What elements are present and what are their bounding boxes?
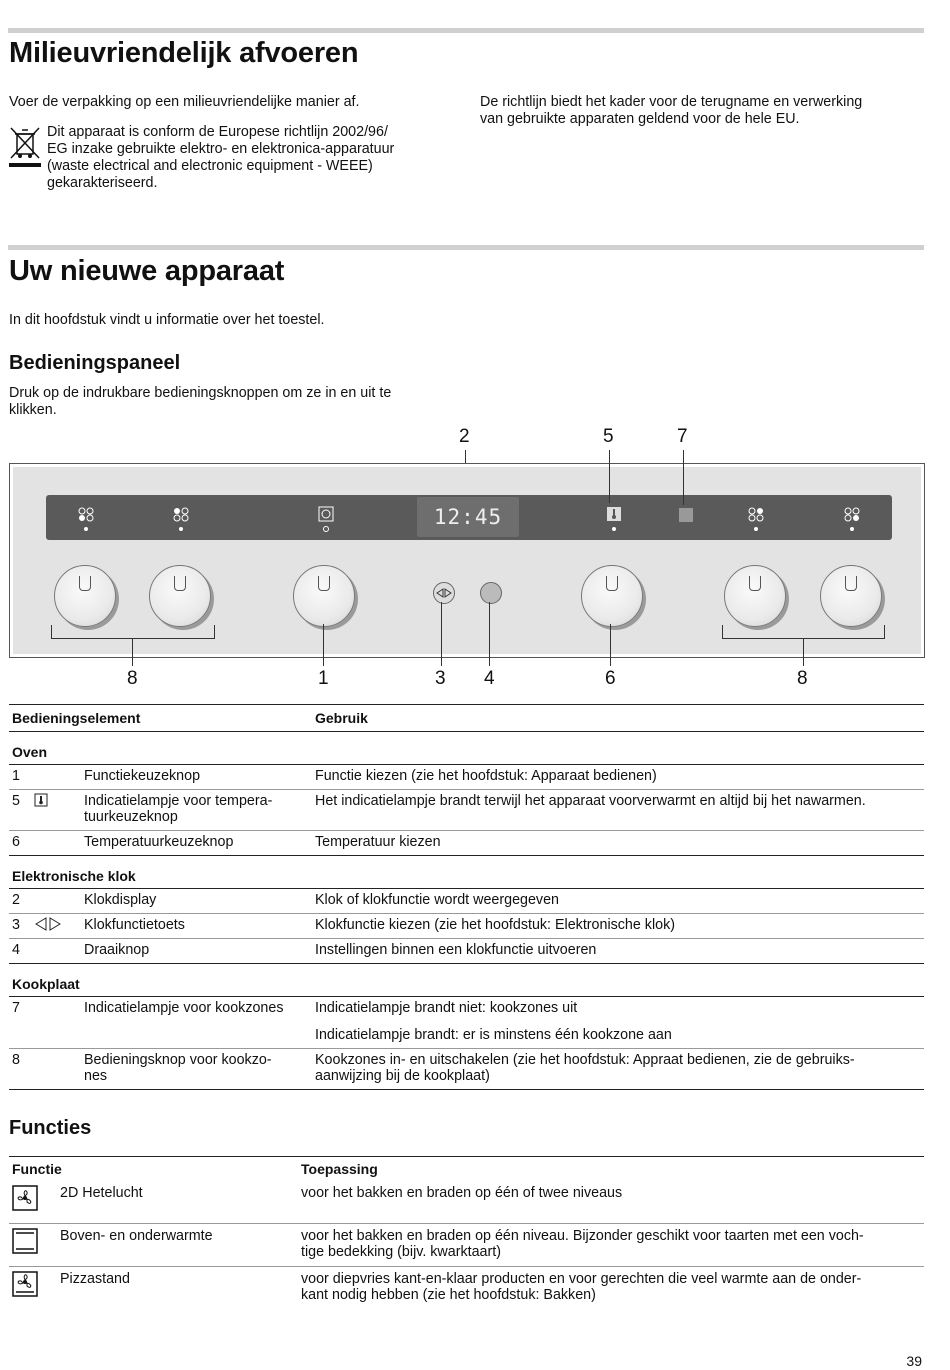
- controls-table: [9, 704, 924, 1090]
- table-row: 6 Temperatuurkeuzeknop Temperatuur kiezen: [9, 831, 924, 856]
- clock-display: [417, 497, 519, 537]
- table-row: 3 Klokfunctietoets Klokfunctie kiezen (zie het hoofdstuk: Elektronische klok): [9, 914, 924, 939]
- section-rule: [8, 245, 924, 250]
- functions-table: [9, 1156, 924, 1309]
- cooking-zone-indicator-icon: [746, 507, 766, 537]
- new-appliance-intro: In dit hoofdstuk vindt u informatie over het toestel.: [9, 312, 325, 328]
- leader-line: [803, 638, 804, 666]
- callout-8: 8: [127, 668, 138, 689]
- cooking-zone-indicator-icon: [76, 507, 96, 537]
- leader-line: [489, 602, 490, 666]
- table-header-row: [9, 705, 924, 732]
- section-title-new-appliance: Uw nieuwe apparaat: [9, 255, 285, 287]
- table-row: 1 Functiekeuzeknop Functie kiezen (zie het hoofdstuk: Apparaat bedienen): [9, 765, 924, 790]
- indicator-strip: [46, 495, 892, 540]
- callout-2: 2: [459, 426, 470, 447]
- disposal-intro: Voer de verpakking op een milieuvriendelijke manier af.: [9, 94, 360, 110]
- control-panel-intro: Druk op de indrukbare bedieningsknoppen om ze in en uit te klikken.: [9, 385, 392, 418]
- bracket-line: [884, 625, 885, 639]
- header-use: Gebruik: [312, 705, 924, 732]
- crossed-out-bin-icon: [9, 126, 41, 168]
- control-panel-heading: Bedieningspaneel: [9, 352, 181, 374]
- callout-1: 1: [318, 668, 329, 689]
- section-title-disposal: Milieuvriendelijk afvoeren: [9, 37, 359, 69]
- table-row: Indicatielampje brandt: er is minstens één kookzone aan: [9, 1021, 924, 1049]
- callout-4: 4: [484, 668, 495, 689]
- fan-heating-icon: [12, 1185, 38, 1211]
- table-row: 5 Indicatielampje voor tempera- tuurkeuzeknop Het indicatielampje brandt terwijl het apparaat voorverwarmt en altijd bij het nawarmen.: [9, 790, 924, 831]
- table-row: 2 Klokdisplay Klok of klokfunctie wordt weergegeven: [9, 889, 924, 914]
- weee-text: Dit apparaat is conform de Europese richtlijn 2002/96/ EG inzake gebruikte elektro- en elektronica-apparatuur (waste electrical and electronic equipment - WEEE) gekarakteriseerd.: [47, 124, 395, 191]
- table-row: 2D Hetelucht voor het bakken en braden op één of twee niveaus: [9, 1181, 924, 1224]
- callout-7: 7: [677, 426, 688, 447]
- cooking-zone-knob[interactable]: [724, 565, 786, 627]
- page-number: 39: [906, 1353, 922, 1369]
- rotary-knob[interactable]: [480, 582, 502, 604]
- leader-line: [609, 450, 610, 503]
- temperature-selector-knob[interactable]: [581, 565, 643, 627]
- leader-line: [132, 638, 133, 666]
- pizza-setting-icon: [12, 1271, 38, 1297]
- bracket-line: [51, 625, 52, 639]
- thermometer-icon: [604, 505, 624, 535]
- clock-function-arrows-icon: [34, 917, 62, 931]
- table-row: Pizzastand voor diepvries kant-en-klaar producten en voor gerechten die veel warmte aan de onder- kant nodig hebben (zie het hoofdstuk: Bakken): [9, 1267, 924, 1310]
- cooking-zone-knob[interactable]: [820, 565, 882, 627]
- cooking-zone-lamp: [679, 508, 693, 522]
- table-row: 4 Draaiknop Instellingen binnen een klokfunctie uitvoeren: [9, 939, 924, 964]
- table-group-row: Kookplaat: [9, 964, 924, 997]
- callout-5: 5: [603, 426, 614, 447]
- leader-line: [610, 624, 611, 666]
- directive-text: De richtlijn biedt het kader voor de terugname en verwerking van gebruikte apparaten geldend voor de hele EU.: [480, 94, 863, 127]
- section-rule: [8, 28, 924, 33]
- header-function: Functie: [9, 1157, 298, 1182]
- callout-6: 6: [605, 668, 616, 689]
- function-selector-knob[interactable]: [293, 565, 355, 627]
- bracket-line: [51, 638, 215, 639]
- table-row: Boven- en onderwarmte voor het bakken en braden op één niveau. Bijzonder geschikt voor taarten met een voch- tige bedekking (bijv. kwarktaart): [9, 1224, 924, 1267]
- display-time: 12:45: [433, 505, 503, 529]
- cooking-zone-indicator-icon: [171, 507, 191, 537]
- table-header-row: [9, 1157, 924, 1182]
- control-panel-illustration: [9, 463, 925, 658]
- function-indicator-icon: [316, 505, 336, 535]
- header-element: Bedieningselement: [9, 705, 312, 732]
- header-application: Toepassing: [298, 1157, 924, 1182]
- table-group-row: Elektronische klok: [9, 856, 924, 889]
- leader-line: [683, 450, 684, 505]
- clock-function-button[interactable]: [433, 582, 455, 604]
- functions-heading: Functies: [9, 1117, 92, 1139]
- callout-3: 3: [435, 668, 446, 689]
- bracket-line: [214, 625, 215, 639]
- table-group-row: Oven: [9, 732, 924, 765]
- top-bottom-heat-icon: [12, 1228, 38, 1254]
- callout-8: 8: [797, 668, 808, 689]
- table-row: 8 Bedieningsknop voor kookzo- nes Kookzones in- en uitschakelen (zie het hoofdstuk: Appraat bedienen, zie de gebruiks- aanwijzing bij de kookplaat): [9, 1049, 924, 1090]
- clock-function-arrows-icon: [434, 583, 454, 603]
- leader-line: [441, 602, 442, 666]
- cooking-zone-knob[interactable]: [149, 565, 211, 627]
- bracket-line: [722, 625, 723, 639]
- cooking-zone-indicator-icon: [842, 507, 862, 537]
- table-row: 7 Indicatielampje voor kookzones Indicatielampje brandt niet: kookzones uit: [12, 1000, 578, 1016]
- leader-line: [323, 624, 324, 666]
- cooking-zone-knob[interactable]: [54, 565, 116, 627]
- thermometer-icon: [34, 793, 48, 807]
